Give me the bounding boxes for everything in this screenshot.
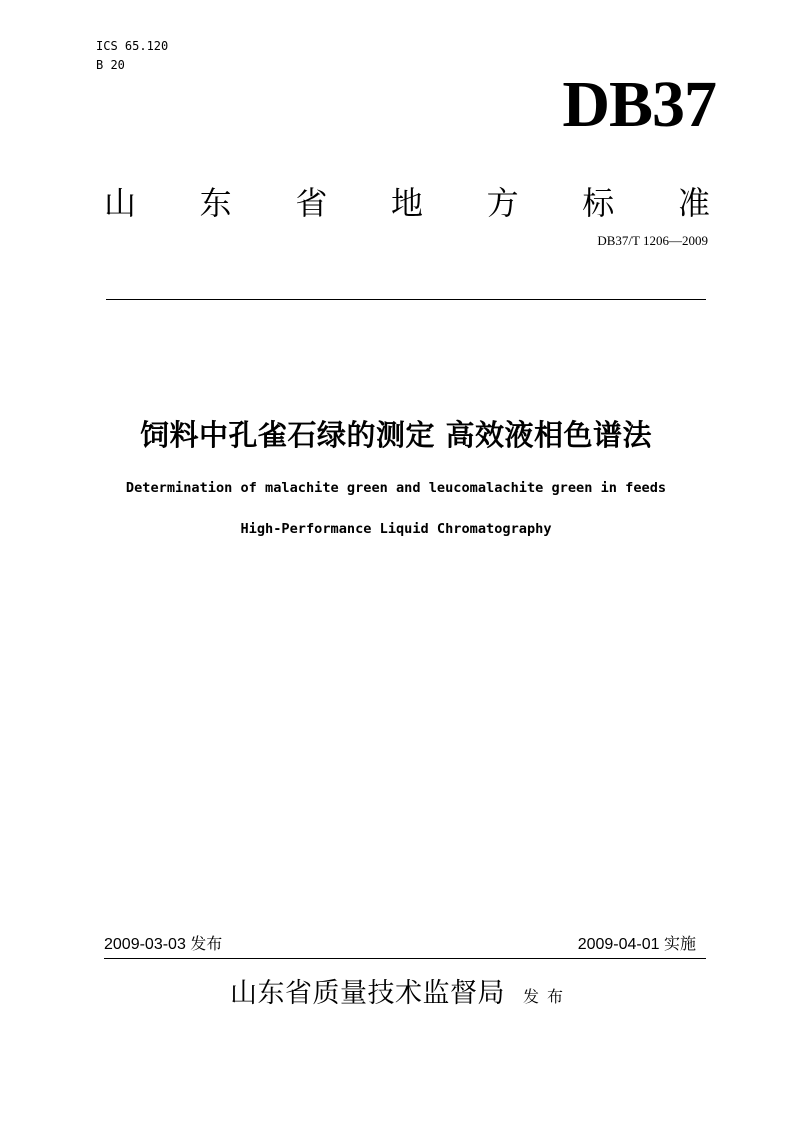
standard-type-char: 标 bbox=[582, 184, 615, 222]
standard-type-char: 东 bbox=[199, 184, 232, 222]
release-date: 2009-03-03 发布 bbox=[104, 936, 223, 953]
implement-date: 2009-04-01 实施 bbox=[577, 936, 696, 953]
classification-codes bbox=[96, 37, 168, 75]
ics-code: ICS 65.120 bbox=[96, 39, 169, 53]
ccs-code: B 20 bbox=[96, 58, 125, 72]
standard-type-char: 山 bbox=[104, 184, 137, 222]
issuer bbox=[230, 976, 571, 1015]
standard-type-char: 准 bbox=[677, 184, 710, 222]
standard-type bbox=[104, 183, 710, 223]
footer-divider bbox=[104, 958, 706, 959]
issuer-action: 发布 bbox=[523, 987, 572, 1006]
date-row bbox=[104, 933, 706, 957]
title-english-line2: High-Performance Liquid Chromatography bbox=[240, 521, 552, 537]
standard-type-char: 方 bbox=[486, 184, 519, 222]
standard-type-char: 省 bbox=[295, 184, 328, 222]
header-divider bbox=[106, 299, 706, 300]
standard-number: DB37/T 1206—2009 bbox=[597, 233, 708, 248]
issuer-name: 山东省质量技术监督局 bbox=[230, 978, 505, 1009]
title-chinese: 饲料中孔雀石绿的测定 高效液相色谱法 bbox=[139, 418, 653, 452]
standard-code-big: DB37 bbox=[562, 68, 716, 141]
standard-type-char: 地 bbox=[390, 184, 423, 222]
title-english-line1: Determination of malachite green and leucomalachite green in feeds bbox=[125, 480, 667, 496]
